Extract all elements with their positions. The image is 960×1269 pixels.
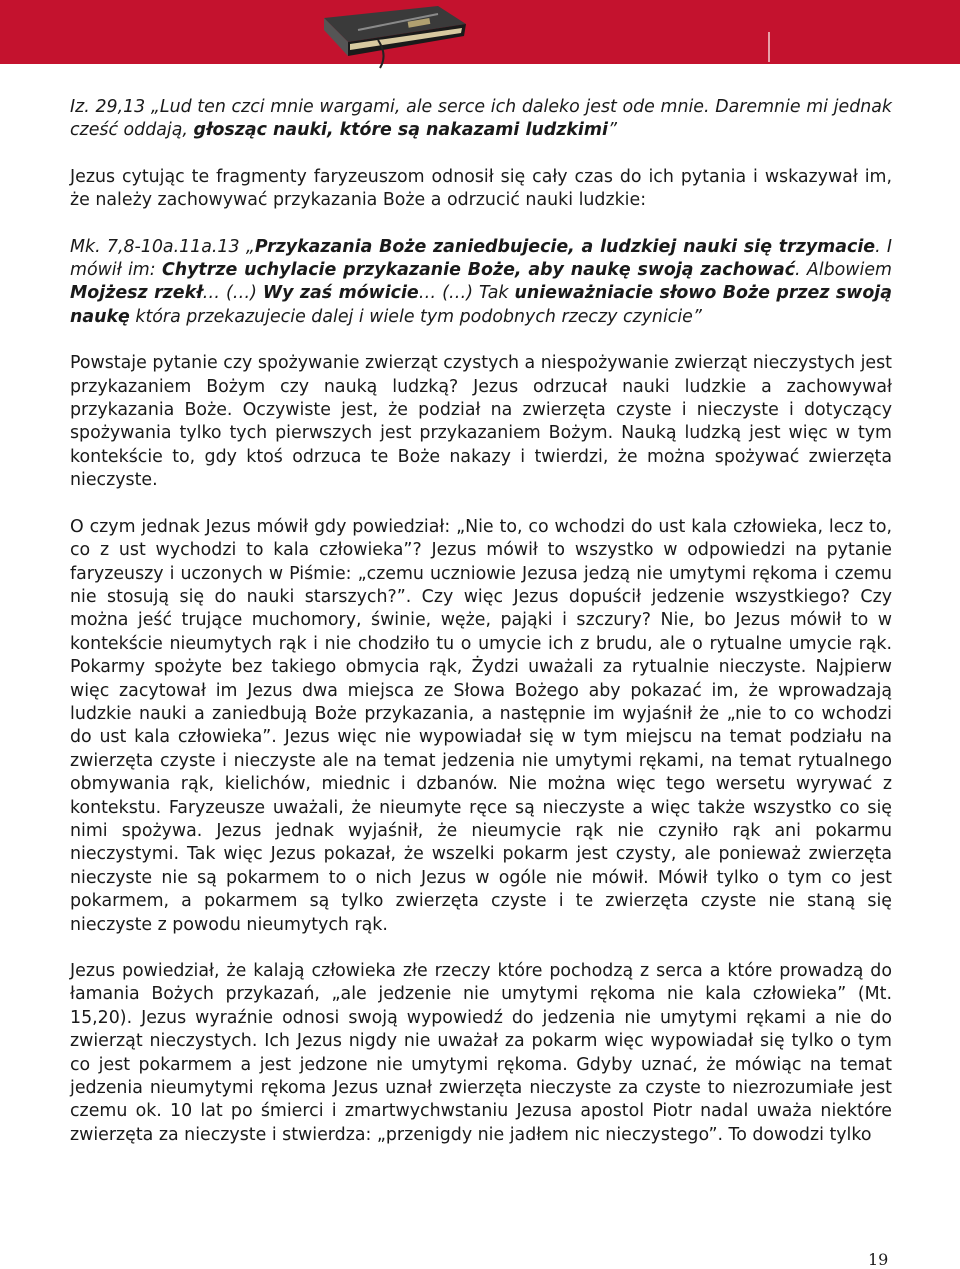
emphasized-quote: Przykazania Boże zaniedbujecie, a ludzkiej nauki się trzymacie bbox=[254, 236, 876, 257]
page-number: 19 bbox=[868, 1250, 889, 1269]
emphasized-quote: Mojżesz rzekł bbox=[70, 283, 203, 304]
paragraph bbox=[70, 166, 892, 213]
paragraph bbox=[70, 352, 892, 492]
body-text: O czym jednak Jezus mówił gdy powiedział: „Nie to, co wchodzi do ust kala człowieka, lecz to, co z ust wychodzi to kala człowieka”? Jezus mówił to wszystko w odpowiedzi na pytanie faryzeuszy i uczonych w Piśmie: „czemu uczniowie Jezusa jedzą nie umytymi rękoma i czemu nie stosują się do nauki starszych?”. Czy więc Jezus dopuścił jedzenie wszystkiego? Czy można jeść trujące muchomory, świnie, węże, pająki i szczury? Nie, bo Jezus mówił to w kontekście nieumytych rąk i nie chodziło tu o umycie ich z brudu, ale o rytualne umycie rąk. Pokarmy spożyte bez takiego obmycia rąk, Żydzi uważali za rytualnie nieczyste. Najpierw więc zacytował im Jezus dwa miejsca ze Słowa Bożego aby pokazać im, że wprowadzają ludzkie nauki a zaniedbują Boże przykazania, a następnie im wyjaśnił że „nie to co wchodzi do ust kala człowieka”. Jezus więc nie wypowiadał się w tym miejscu na temat podziału na zwierzęta czyste i nieczyste ale na temat jedzenia nie umytymi rękami, na temat rytualnego obmywania rąk, kielichów, miednic i dzbanów. Nie można więc tego wersetu wyrywać z kontekstu. Faryzeusze uważali, że nieumyte ręce są nieczyste a więc także wszystko co się nimi spożywa. Jezus jednak wyjaśnił, że nieumycie rąk nie czyniło rąk ani pokarmu nieczystymi. Tak więc Jezus pokazał, że wszelki pokarm jest czysty, ale ponieważ zwierzęta nieczyste nie są pokarmem to o nich Jezus w ogóle nie mówił. Mówił tylko o tym co jest pokarmem, a pokarmem są tylko zwierzęta czyste i te zwierzęta czyste nie staną się nieczyste z powodu nieumytych rąk. bbox=[70, 516, 892, 935]
header-divider bbox=[768, 32, 770, 62]
paragraph bbox=[70, 96, 892, 143]
quote-text: … (…) bbox=[202, 283, 263, 304]
quote-text: . Albowiem bbox=[795, 260, 892, 281]
paragraph bbox=[70, 960, 892, 1147]
document-body bbox=[70, 96, 892, 1147]
emphasized-quote: głosząc nauki, które są nakazami ludzkimi bbox=[193, 120, 608, 141]
body-text: Jezus powiedział, że kalają człowieka złe rzeczy które pochodzą z serca a które prowadzą do łamania Bożych przykazań, „ale jedzenie nie umytymi rękoma nie kala człowieka” (Mt. 15,20). Jezus wyraźnie odnosi swoją wypowiedź do jedzenia nie umytymi rękami a nie do zwierząt nieczystych. Ich Jezus nigdy nie uważał za pokarm więc wypowiadał się tylko o tym co jest pokarmem a jest jedzone nie umytymi rękoma. Gdyby uznać, że mówiąc na temat jedzenia nieumytymi rękoma Jezus uznał zwierzęta nieczyste za czyste to niezrozumiałe jest czemu ok. 10 lat po śmierci i zmartwychwstaniu Jezusa apostol Piotr nadal uważa niektóre zwierzęta za nieczyste i stwierdza: „przenigdy nie jadłem nic nieczystego”. To dowodzi tylko bbox=[70, 961, 892, 1145]
book-icon bbox=[318, 0, 470, 70]
header-bar bbox=[0, 0, 960, 64]
quote-text: ” bbox=[607, 120, 617, 141]
emphasized-quote: unieważniacie słowo Boże przez swoją naukę bbox=[70, 283, 892, 327]
quote-text: Iz. 29,13 „Lud ten czci mnie wargami, ale serce ich daleko jest ode mnie. Daremnie mi jednak cześć oddają, bbox=[70, 97, 892, 141]
emphasized-quote: Wy zaś mówicie bbox=[262, 283, 419, 304]
paragraph bbox=[70, 516, 892, 937]
quote-text: która przekazujecie dalej i wiele tym podobnych rzeczy czynicie” bbox=[129, 306, 702, 327]
emphasized-quote: Chytrze uchylacie przykazanie Boże, aby naukę swoją zachować bbox=[161, 260, 796, 281]
quote-text: . I mówił im: bbox=[70, 236, 893, 281]
paragraph bbox=[70, 236, 892, 330]
quote-text: Mk. 7,8-10a.11a.13 „ bbox=[70, 236, 255, 257]
body-text: Powstaje pytanie czy spożywanie zwierząt czystych a niespożywanie zwierząt nieczystych jest przykazaniem Bożym czy nauką ludzką? Jezus odrzucał nauki ludzkie a zachowywał przykazania Boże. Oczywiste jest, że podział na zwierzęta czyste i nieczyste i dotyczący spożywania tylko tych pierwszych jest przykazaniem Bożym. Nauką ludzką jest więc w tym kontekście to, gdy ktoś odrzuca te Boże nakazy i twierdzi, że można spożywać zwierzęta nieczyste. bbox=[70, 353, 892, 491]
quote-text: … (…) Tak bbox=[418, 283, 515, 304]
body-text: Jezus cytując te fragmenty faryzeuszom odnosił się cały czas do ich pytania i wskazywał im, że należy zachowywać przykazania Boże a odrzucić nauki ludzkie: bbox=[70, 166, 892, 211]
